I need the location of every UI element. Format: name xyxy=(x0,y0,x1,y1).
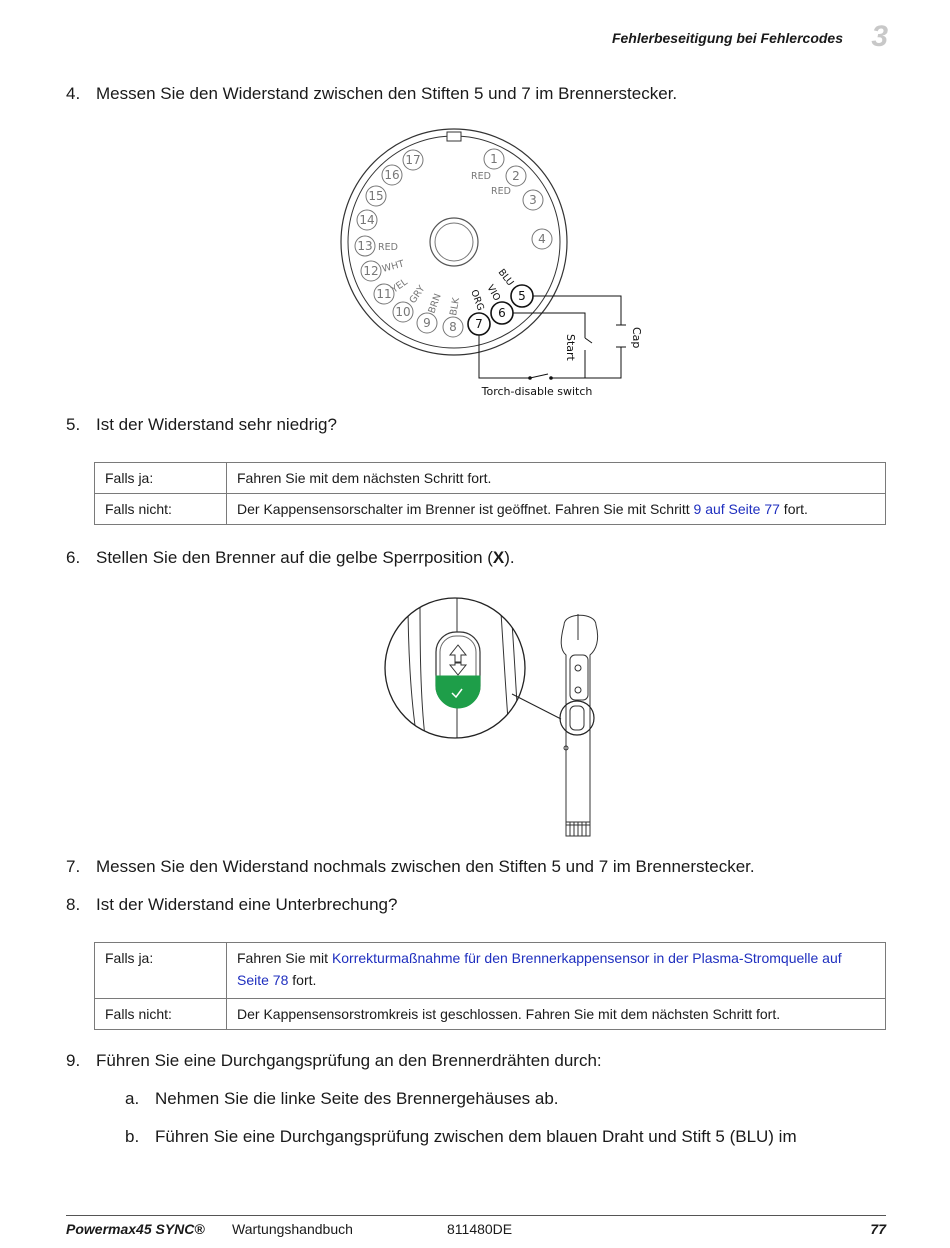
wire-label-yel: YEL xyxy=(389,276,410,296)
pin-label-17: 17 xyxy=(405,153,421,167)
wire-label-vio: VIO xyxy=(484,283,503,304)
start-label: Start xyxy=(564,334,577,361)
table-row xyxy=(95,943,886,999)
pin-label-8: 8 xyxy=(449,320,457,334)
table-key: Falls nicht: xyxy=(95,494,227,525)
wire-label-wht: WHT xyxy=(380,258,406,275)
pin-label-9: 9 xyxy=(423,316,431,330)
footer-product: Powermax45 SYNC® xyxy=(66,1221,205,1237)
pin-label-6: 6 xyxy=(498,306,506,320)
footer-divider xyxy=(66,1215,886,1216)
table-value: Der Kappensensorstromkreis ist geschlossen. Fahren Sie mit dem nächsten Schritt fort. xyxy=(227,999,886,1030)
step-text: Führen Sie eine Durchgangsprüfung zwischen dem blauen Draht und Stift 5 (BLU) im xyxy=(155,1127,797,1146)
cap-label: Cap xyxy=(630,327,643,349)
pin-label-16: 16 xyxy=(384,168,400,182)
table-row xyxy=(95,494,886,525)
page-link[interactable]: 9 auf Seite 77 xyxy=(693,501,780,517)
table-row xyxy=(95,999,886,1030)
page-number: 77 xyxy=(870,1221,886,1237)
step-number: 4. xyxy=(66,84,81,103)
step-number: 9. xyxy=(66,1051,81,1070)
pin-label-4: 4 xyxy=(538,232,546,246)
connector-pinout-diagram xyxy=(330,122,660,404)
step-text: Ist der Widerstand sehr niedrig? xyxy=(96,415,337,434)
pin-label-12: 12 xyxy=(363,264,379,278)
wire-label-blk: BLK xyxy=(448,296,463,317)
step-text: Messen Sie den Widerstand zwischen den Stiften 5 und 7 im Brennerstecker. xyxy=(96,84,678,103)
table-row xyxy=(95,463,886,494)
table-value: Fahren Sie mit dem nächsten Schritt fort. xyxy=(227,463,886,494)
pin-label-7: 7 xyxy=(475,317,483,331)
decision-table-2 xyxy=(94,942,886,1030)
step-number: 5. xyxy=(66,415,81,434)
pin-label-3: 3 xyxy=(529,193,537,207)
table-key: Falls nicht: xyxy=(95,999,227,1030)
wire-label-blu: BLU xyxy=(495,267,516,289)
table-key: Falls ja: xyxy=(95,943,227,999)
table-key: Falls ja: xyxy=(95,463,227,494)
wire-label-org: ORG xyxy=(468,288,486,313)
substep-letter: b. xyxy=(125,1127,140,1146)
wire-label-red-2: RED xyxy=(491,186,511,197)
decision-table-1 xyxy=(94,462,886,525)
step-number: 8. xyxy=(66,895,81,914)
wire-label-red-1: RED xyxy=(471,171,491,182)
wire-label-gry: GRY xyxy=(407,283,428,306)
page-link[interactable]: Korrekturmaßnahme für den Brennerkappensensor in der Plasma-Stromquelle auf Seite 78 xyxy=(237,950,842,988)
pin-label-2: 2 xyxy=(512,169,520,183)
chapter-number: 3 xyxy=(871,20,888,53)
torch-disable-switch-label: Torch-disable switch xyxy=(481,385,593,398)
substep-letter: a. xyxy=(125,1089,140,1108)
table-value: Fahren Sie mit Korrekturmaßnahme für den Brennerkappensensor in der Plasma-Stromquelle auf Seite 78 fort. xyxy=(227,943,886,999)
torch-lock-position-illustration xyxy=(380,590,610,845)
lock-symbol: X xyxy=(492,548,505,567)
step-text: Stellen Sie den Brenner auf die gelbe Sperrposition (X). xyxy=(96,548,515,567)
step-number: 7. xyxy=(66,857,81,876)
step-text: Nehmen Sie die linke Seite des Brennergehäuses ab. xyxy=(155,1089,559,1108)
step-number: 6. xyxy=(66,548,81,567)
pin-label-11: 11 xyxy=(376,287,392,301)
wire-label-red-13: RED xyxy=(378,242,398,253)
step-text: Messen Sie den Widerstand nochmals zwischen den Stiften 5 und 7 im Brennerstecker. xyxy=(96,857,755,876)
footer-document-code: 811480DE xyxy=(447,1221,513,1237)
header-title: Fehlerbeseitigung bei Fehlercodes xyxy=(611,30,843,46)
pin-label-15: 15 xyxy=(368,189,384,203)
pin-label-1: 1 xyxy=(490,152,498,166)
pin-label-14: 14 xyxy=(359,213,375,227)
step-text: Ist der Widerstand eine Unterbrechung? xyxy=(96,895,398,914)
pin-label-10: 10 xyxy=(395,305,411,319)
pin-label-13: 13 xyxy=(357,239,373,253)
wire-label-brn: BRN xyxy=(426,292,444,316)
footer-manual: Wartungshandbuch xyxy=(232,1221,353,1237)
pin-label-5: 5 xyxy=(518,289,526,303)
step-text: Führen Sie eine Durchgangsprüfung an den Brennerdrähten durch: xyxy=(96,1051,602,1070)
table-value: Der Kappensensorschalter im Brenner ist geöffnet. Fahren Sie mit Schritt 9 auf Seite 77 fort. xyxy=(227,494,886,525)
